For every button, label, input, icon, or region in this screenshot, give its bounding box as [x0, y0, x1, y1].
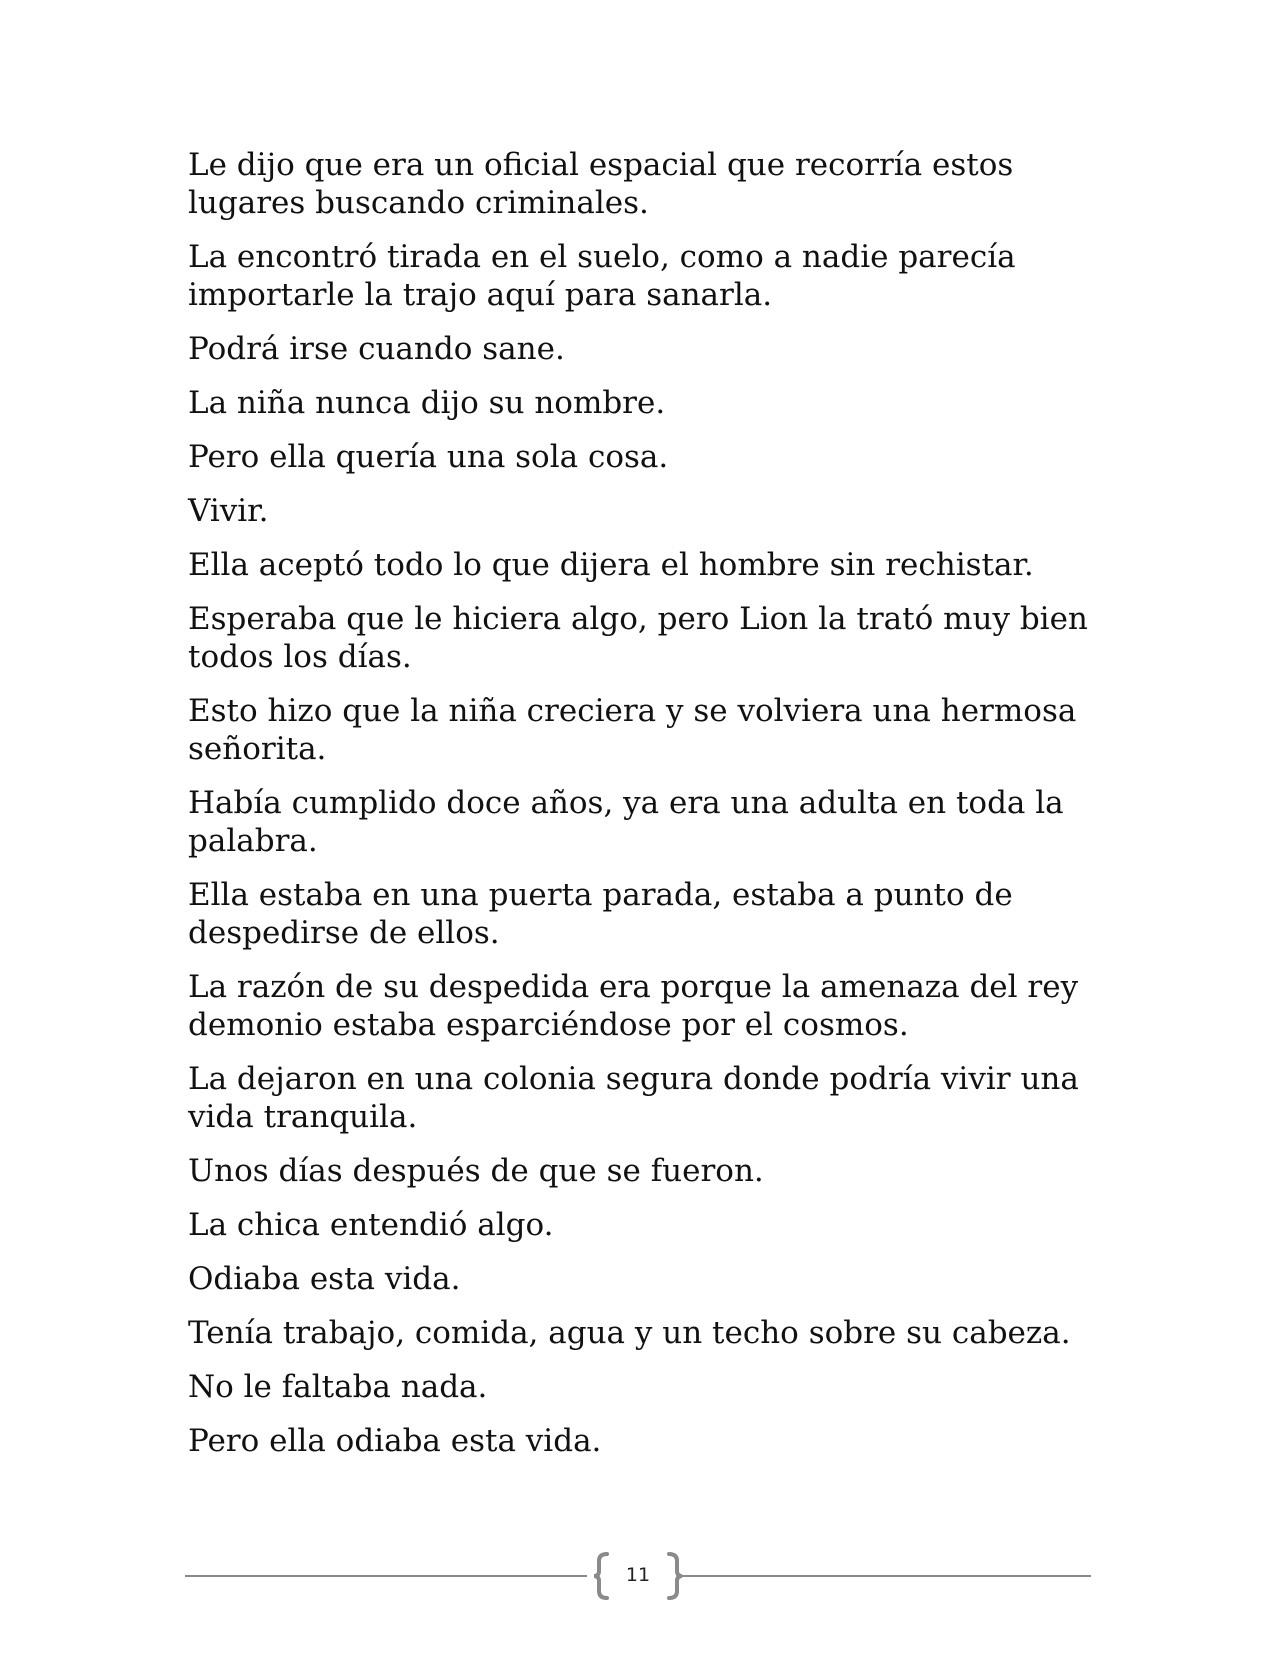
paragraph: La niña nunca dijo su nombre. [188, 385, 666, 421]
paragraph: Había cumplido doce años, ya era una adulta en toda la palabra. [188, 785, 1064, 859]
paragraph: La chica entendió algo. [188, 1207, 554, 1243]
paragraph: Esperaba que le hiciera algo, pero Lion la trató muy bien todos los días. [188, 601, 1088, 675]
body-text [188, 146, 1108, 1476]
paragraph: Ella estaba en una puerta parada, estaba a punto de despedirse de ellos. [188, 877, 1013, 951]
paragraph: No le faltaba nada. [188, 1369, 488, 1405]
page-number: 11 [625, 1564, 651, 1586]
paragraph: Odiaba esta vida. [188, 1261, 461, 1297]
paragraph: Vivir. [188, 493, 269, 529]
paragraph: Tenía trabajo, comida, agua y un techo sobre su cabeza. [188, 1315, 1071, 1351]
footer-rule-left [185, 1575, 587, 1577]
paragraph: La encontró tirada en el suelo, como a nadie parecía importarle la trajo aquí para sanarla. [188, 239, 1016, 313]
paragraph: Pero ella quería una sola cosa. [188, 439, 669, 475]
paragraph: La dejaron en una colonia segura donde podría vivir una vida tranquila. [188, 1061, 1079, 1135]
paragraph: Unos días después de que se fueron. [188, 1153, 764, 1189]
paragraph: Le dijo que era un oficial espacial que recorría estos lugares buscando criminales. [188, 147, 1014, 221]
page-footer [185, 1552, 1091, 1600]
paragraph: La razón de su despedida era porque la amenaza del rey demonio estaba esparciéndose por el cosmos. [188, 969, 1079, 1043]
paragraph: Pero ella odiaba esta vida. [188, 1423, 602, 1459]
paragraph: Esto hizo que la niña creciera y se volviera una hermosa señorita. [188, 693, 1077, 767]
footer-rule-right [679, 1575, 1091, 1577]
paragraph: Podrá irse cuando sane. [188, 331, 565, 367]
paragraph: Ella aceptó todo lo que dijera el hombre sin rechistar. [188, 547, 1034, 583]
